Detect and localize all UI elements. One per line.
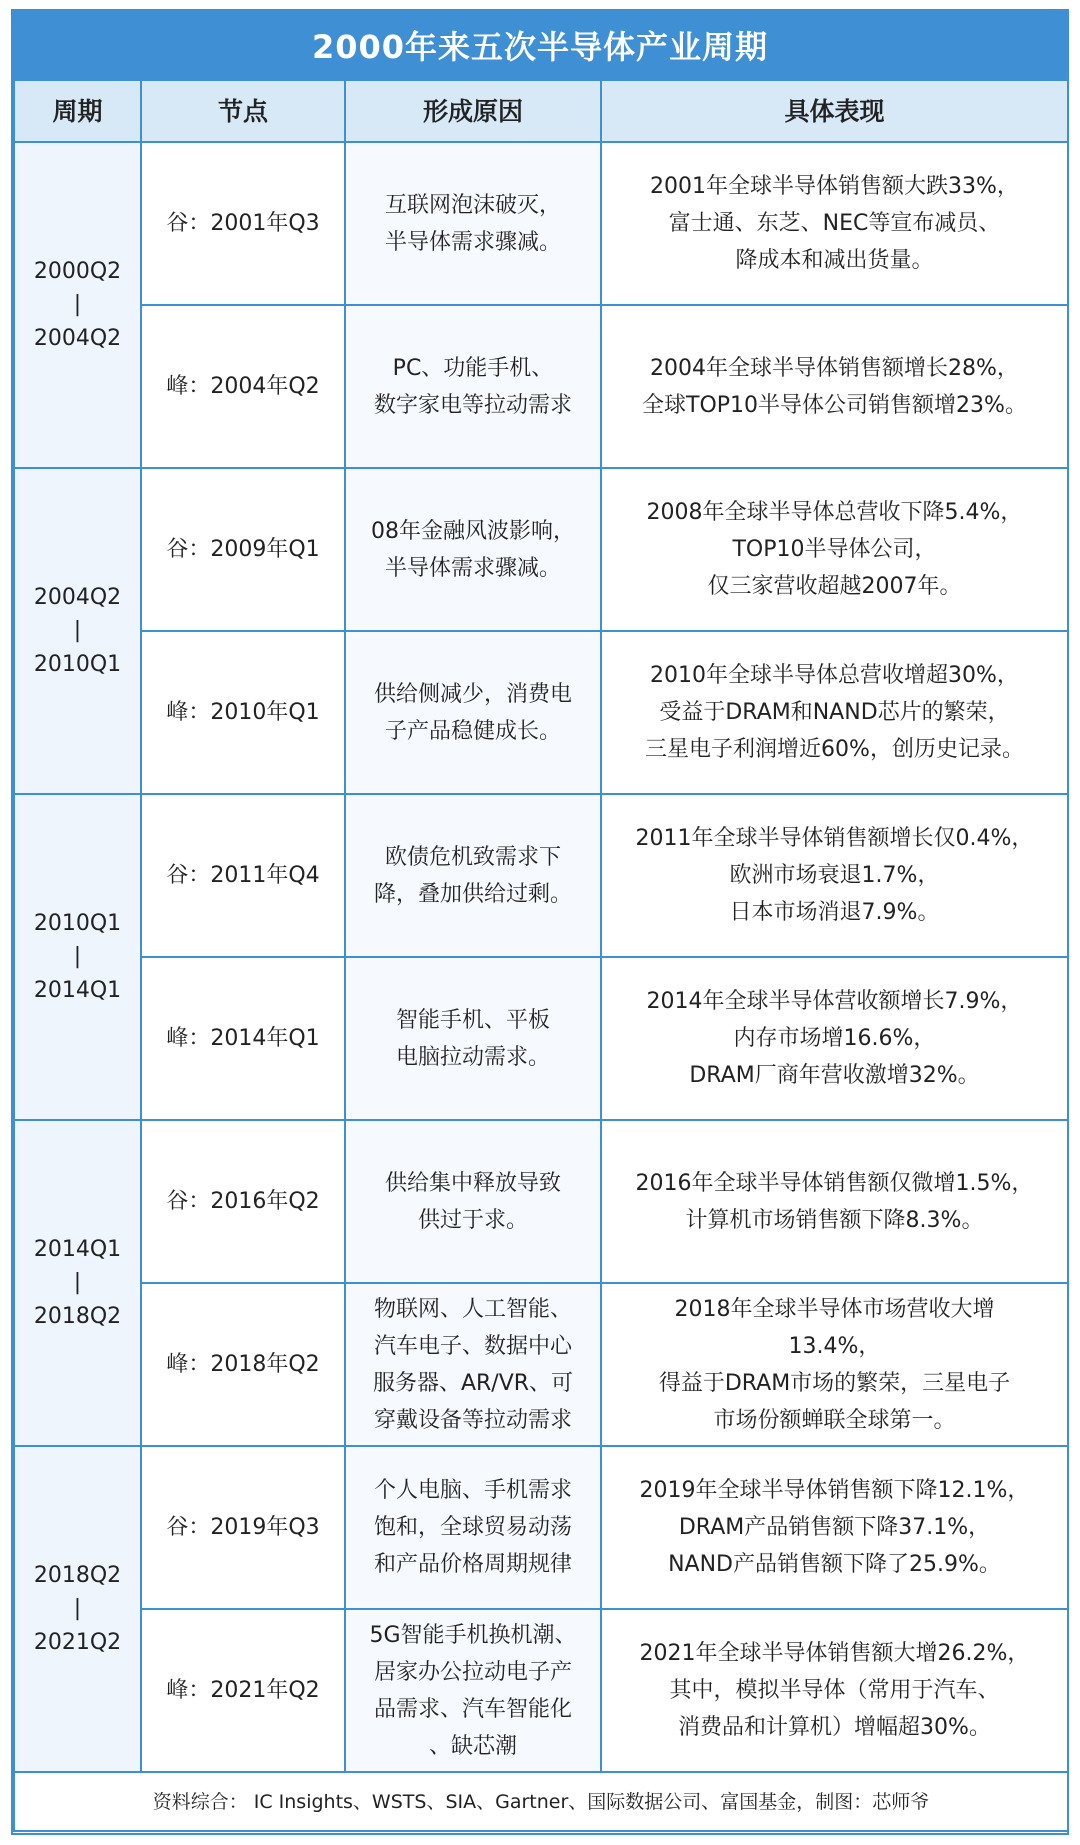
table-row [14,305,1068,468]
source-row [14,1772,1068,1831]
node-cell: 谷：2019年Q3 [141,1446,345,1609]
node-cell: 峰：2004年Q2 [141,305,345,468]
table-row [14,631,1068,794]
period-cell: 2000Q2 | 2004Q2 [14,142,141,468]
table-row [14,1120,1068,1283]
node-cell: 谷：2001年Q3 [141,142,345,305]
detail-cell: 2016年全球半导体销售额仅微增1.5%， 计算机市场销售额下降8.3%。 [601,1120,1068,1283]
detail-cell: 2021年全球半导体销售额大增26.2%， 其中，模拟半导体（常用于汽车、 消费品和计算机）增幅超30%。 [601,1609,1068,1772]
period-cell: 2018Q2 | 2021Q2 [14,1446,141,1772]
table-row [14,142,1068,305]
table-title: 2000年来五次半导体产业周期 [13,11,1067,79]
node-cell: 峰：2021年Q2 [141,1609,345,1772]
header-node: 节点 [141,80,345,142]
cause-cell: 欧债危机致需求下 降，叠加供给过剩。 [345,794,601,957]
node-cell: 峰：2010年Q1 [141,631,345,794]
node-cell: 谷：2011年Q4 [141,794,345,957]
cause-cell: PC、功能手机、 数字家电等拉动需求 [345,305,601,468]
cycle-table-frame [11,9,1069,1835]
cause-cell: 物联网、人工智能、 汽车电子、数据中心 服务器、AR/VR、可 穿戴设备等拉动需求 [345,1283,601,1446]
cause-cell: 供给侧减少，消费电 子产品稳健成长。 [345,631,601,794]
period-cell: 2004Q2 | 2010Q1 [14,468,141,794]
source-note: 资料综合： IC Insights、WSTS、SIA、Gartner、国际数据公司、富国基金，制图：芯师爷 [14,1772,1068,1831]
period-cell: 2010Q1 | 2014Q1 [14,794,141,1120]
cause-cell: 个人电脑、手机需求 饱和，全球贸易动荡 和产品价格周期规律 [345,1446,601,1609]
table-row [14,1609,1068,1772]
node-cell: 谷：2016年Q2 [141,1120,345,1283]
cause-cell: 供给集中释放导致 供过于求。 [345,1120,601,1283]
table-row [14,468,1068,631]
node-cell: 峰：2018年Q2 [141,1283,345,1446]
cause-cell: 互联网泡沫破灭， 半导体需求骤减。 [345,142,601,305]
detail-cell: 2001年全球半导体销售额大跌33%， 富士通、东芝、NEC等宣布减员、 降成本和减出货量。 [601,142,1068,305]
table-row [14,957,1068,1120]
cycle-table [13,79,1069,1832]
header-period: 周期 [14,80,141,142]
header-row [14,80,1068,142]
detail-cell: 2010年全球半导体总营收增超30%， 受益于DRAM和NAND芯片的繁荣， 三星电子利润增近60%，创历史记录。 [601,631,1068,794]
detail-cell: 2004年全球半导体销售额增长28%， 全球TOP10半导体公司销售额增23%。 [601,305,1068,468]
detail-cell: 2011年全球半导体销售额增长仅0.4%， 欧洲市场衰退1.7%， 日本市场消退7.9%。 [601,794,1068,957]
node-cell: 谷：2009年Q1 [141,468,345,631]
header-detail: 具体表现 [601,80,1068,142]
detail-cell: 2018年全球半导体市场营收大增 13.4%， 得益于DRAM市场的繁荣，三星电子 市场份额蝉联全球第一。 [601,1283,1068,1446]
detail-cell: 2014年全球半导体营收额增长7.9%， 内存市场增16.6%， DRAM厂商年营收激增32%。 [601,957,1068,1120]
cause-cell: 智能手机、平板 电脑拉动需求。 [345,957,601,1120]
cause-cell: 5G智能手机换机潮、 居家办公拉动电子产 品需求、汽车智能化 、缺芯潮 [345,1609,601,1772]
node-cell: 峰：2014年Q1 [141,957,345,1120]
table-row [14,794,1068,957]
period-cell: 2014Q1 | 2018Q2 [14,1120,141,1446]
detail-cell: 2008年全球半导体总营收下降5.4%， TOP10半导体公司， 仅三家营收超越2007年。 [601,468,1068,631]
table-row [14,1283,1068,1446]
cause-cell: 08年金融风波影响， 半导体需求骤减。 [345,468,601,631]
header-cause: 形成原因 [345,80,601,142]
detail-cell: 2019年全球半导体销售额下降12.1%， DRAM产品销售额下降37.1%， NAND产品销售额下降了25.9%。 [601,1446,1068,1609]
table-row [14,1446,1068,1609]
